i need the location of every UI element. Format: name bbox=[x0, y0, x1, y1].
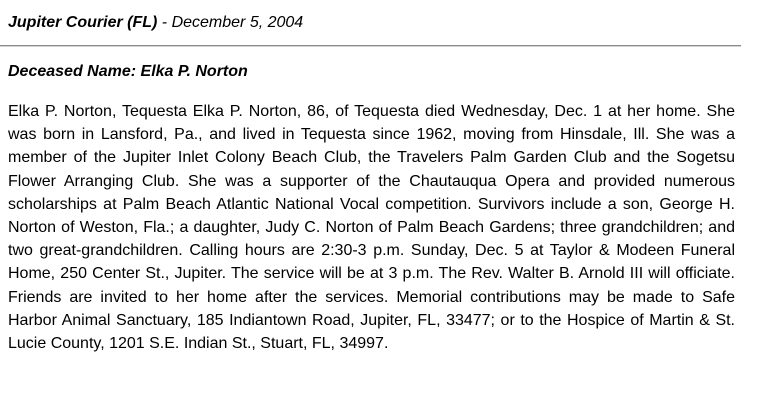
newspaper-name: Jupiter Courier (FL) bbox=[8, 14, 158, 31]
header-separator: - bbox=[157, 14, 172, 31]
publication-date: December 5, 2004 bbox=[171, 14, 304, 31]
deceased-heading bbox=[8, 62, 248, 82]
header-divider bbox=[0, 45, 741, 47]
publication-header bbox=[8, 13, 303, 33]
obituary-text: Elka P. Norton, Tequesta Elka P. Norton, 86, of Tequesta died Wednesday, Dec. 1 at her home. She was born in Lansford, Pa., and lived in Tequesta since 1962, moving from Hinsdale, Ill. She was a member of the Jupiter Inlet Colony Beach Club, the Travelers Palm Garden Club and the Sogetsu Flower Arranging Club. She was a supporter of the Chautauqua Opera and provided numerous scholarships at Palm Beach Atlantic National Vocal competition. Survivors include a son, George H. Norton of Weston, Fla.; a daughter, Judy C. Norton of Palm Beach Gardens; three grandchildren; and two great-grandchildren. Calling hours are 2:30-3 p.m. Sunday, Dec. 5 at Taylor & Modeen Funeral Home, 250 Center St., Jupiter. The service will be at 3 p.m. The Rev. Walter B. Arnold III will officiate. Friends are invited to her home after the services. Memorial contributions may be made to Safe Harbor Animal Sanctuary, 185 Indiantown Road, Jupiter, FL, 33477; or to the Hospice of Martin & St. Lucie County, 1201 S.E. Indian St., Stuart, FL, 34997. bbox=[8, 103, 735, 353]
deceased-name: Elka P. Norton bbox=[140, 63, 248, 80]
deceased-label: Deceased Name: bbox=[8, 63, 141, 80]
